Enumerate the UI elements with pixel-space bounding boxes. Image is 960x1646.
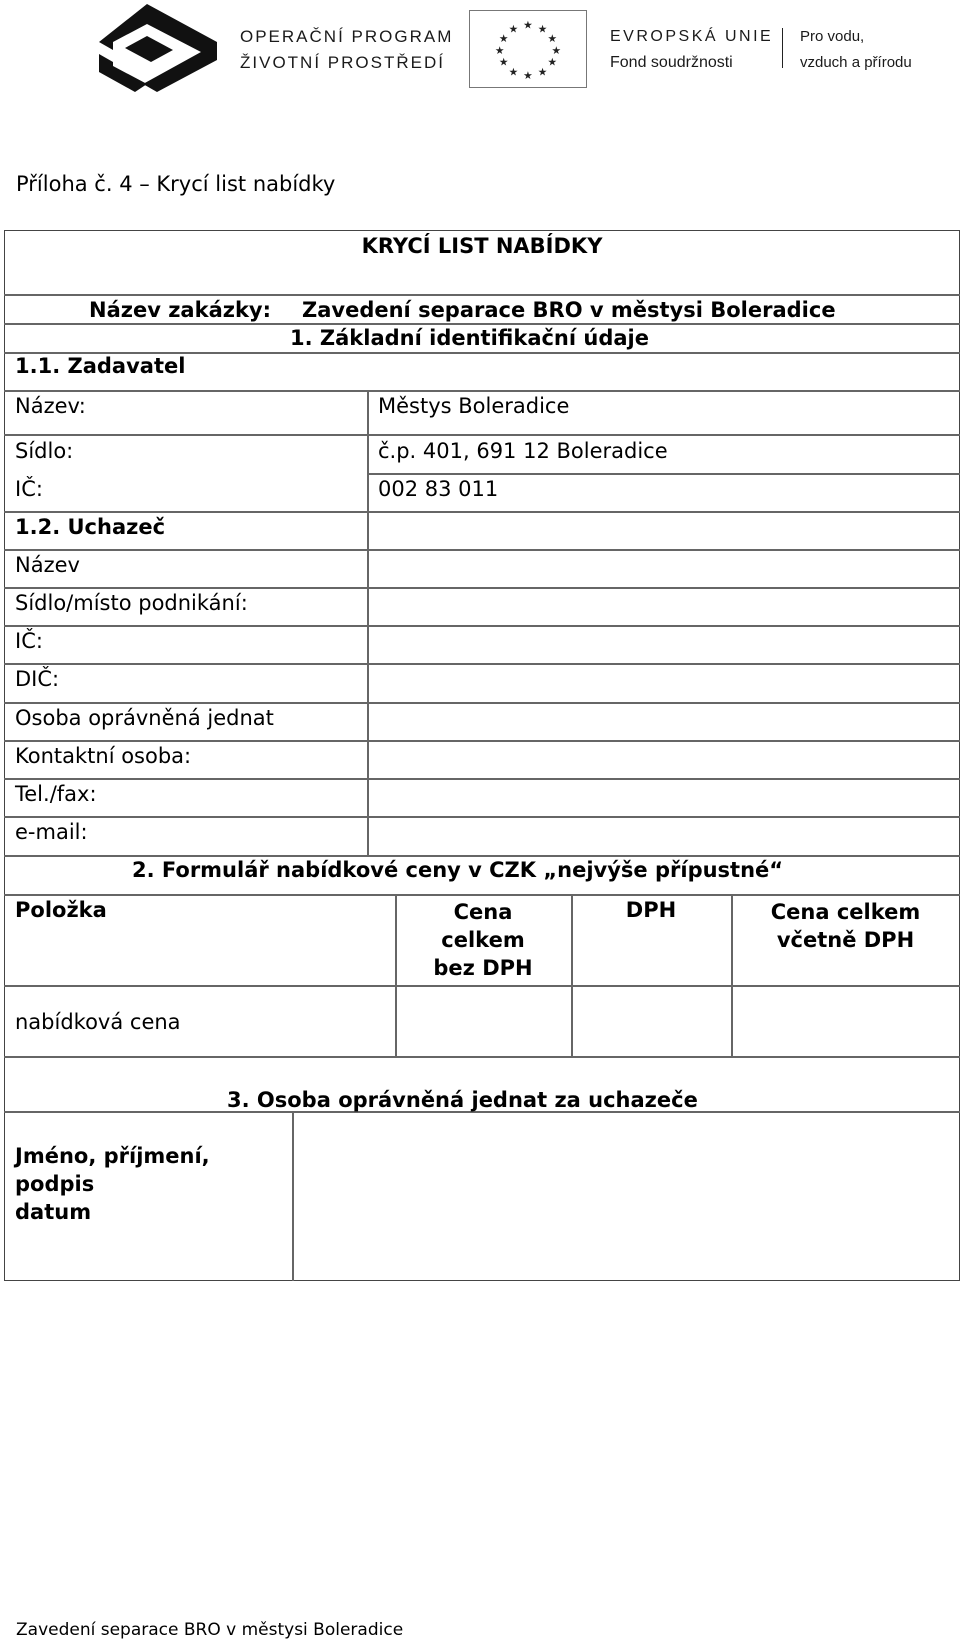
row-divider: [4, 294, 960, 296]
svg-text:★: ★: [523, 69, 533, 83]
vat-field[interactable]: [576, 990, 726, 1050]
price-incl-vat-header: [731, 898, 960, 954]
svg-text:★: ★: [523, 18, 533, 32]
vat-header: DPH: [625, 898, 677, 922]
svg-text:★: ★: [547, 32, 558, 46]
client-id-value: 002 83 011: [378, 477, 499, 501]
slogan: [800, 24, 912, 76]
eu-fund-name: [610, 24, 773, 76]
bidder-phone-label: Tel./fax:: [15, 782, 97, 806]
form-title: KRYCÍ LIST NABÍDKY: [361, 234, 603, 258]
bidder-authorized-label: Osoba oprávněná jednat: [15, 706, 274, 730]
row-divider: [4, 816, 960, 818]
signature-label-line-2: podpis: [15, 1172, 95, 1196]
total-header-line-2: včetně DPH: [776, 928, 915, 952]
row-divider: [4, 625, 960, 627]
svg-text:★: ★: [498, 55, 509, 69]
svg-text:★: ★: [537, 22, 548, 36]
offer-price-label: nabídková cena: [15, 1010, 181, 1034]
header-logos: [0, 0, 960, 110]
column-divider: [292, 1111, 294, 1281]
client-seat-value: č.p. 401, 691 12 Boleradice: [378, 439, 668, 463]
column-divider: [367, 390, 369, 855]
row-divider: [4, 1056, 960, 1058]
row-divider: [4, 740, 960, 742]
eu-flag-icon: [469, 10, 587, 88]
price-excl-vat-header: [395, 898, 571, 982]
client-heading: 1.1. Zadavatel: [15, 354, 186, 378]
price-excl-vat-field[interactable]: [400, 990, 566, 1050]
row-divider: [4, 778, 960, 780]
signature-label-line-1: Jméno, příjmení,: [15, 1144, 210, 1168]
op-line-2: ŽIVOTNÍ PROSTŘEDÍ: [240, 53, 445, 72]
section-2-heading: 2. Formulář nabídkové ceny v CZK „nejvýše přípustné“: [132, 858, 784, 882]
op-line-1: OPERAČNÍ PROGRAM: [240, 27, 454, 46]
svg-text:★: ★: [537, 65, 548, 79]
svg-text:★: ★: [551, 43, 562, 57]
op-program-name: [240, 24, 453, 76]
row-divider: [4, 511, 960, 513]
row-divider: [4, 702, 960, 704]
price-header-line-1: Cena: [453, 900, 513, 924]
slogan-line-2: vzduch a přírodu: [800, 54, 912, 71]
row-divider: [367, 473, 960, 475]
row-divider: [4, 894, 960, 896]
bidder-contact-label: Kontaktní osoba:: [15, 744, 192, 768]
svg-text:★: ★: [547, 55, 558, 69]
annex-title: Příloha č. 4 – Krycí list nabídky: [16, 172, 336, 196]
client-seat-label: Sídlo:: [15, 439, 74, 463]
bidder-seat-label: Sídlo/místo podnikání:: [15, 591, 248, 615]
row-divider: [4, 434, 960, 436]
row-divider: [4, 549, 960, 551]
section-3-heading: 3. Osoba oprávněná jednat za uchazeče: [227, 1088, 698, 1112]
section-1-heading: 1. Základní identifikační údaje: [290, 326, 649, 350]
client-id-label: IČ:: [15, 477, 43, 501]
bidder-email-label: e-mail:: [15, 820, 88, 844]
eu-line-2: Fond soudržnosti: [610, 54, 733, 71]
bidder-id-label: IČ:: [15, 629, 43, 653]
row-divider: [4, 587, 960, 589]
total-header-line-1: Cena celkem: [770, 900, 921, 924]
row-divider: [4, 323, 960, 325]
client-name-label: Název:: [15, 394, 86, 418]
price-header-line-2: celkem: [441, 928, 525, 952]
row-divider: [4, 390, 960, 392]
signature-label: [15, 1142, 210, 1226]
price-incl-vat-field[interactable]: [736, 990, 956, 1050]
row-divider: [4, 855, 960, 857]
row-divider: [4, 985, 960, 987]
svg-text:★: ★: [498, 32, 509, 46]
slogan-line-1: Pro vodu,: [800, 28, 865, 45]
signature-label-line-3: datum: [15, 1200, 92, 1224]
op-zp-logo-icon: [95, 2, 220, 97]
svg-text:★: ★: [508, 22, 519, 36]
page-footer: Zavedení separace BRO v městysi Boleradice: [16, 1620, 404, 1640]
client-name-value: Městys Boleradice: [378, 394, 570, 418]
row-divider: [4, 663, 960, 665]
price-header-line-3: bez DPH: [433, 956, 533, 980]
eu-line-1: EVROPSKÁ UNIE: [610, 28, 774, 45]
header-divider: [782, 28, 783, 68]
contract-label: Název zakázky:: [89, 298, 272, 322]
bidder-vat-id-label: DIČ:: [15, 667, 60, 691]
price-item-header: Položka: [15, 898, 107, 922]
bidder-name-label: Název: [15, 553, 80, 577]
svg-text:★: ★: [508, 65, 519, 79]
signature-field[interactable]: [300, 1118, 950, 1273]
contract-name: Zavedení separace BRO v městysi Boleradice: [302, 298, 836, 322]
svg-text:★: ★: [494, 43, 505, 57]
bidder-heading: 1.2. Uchazeč: [15, 515, 166, 539]
